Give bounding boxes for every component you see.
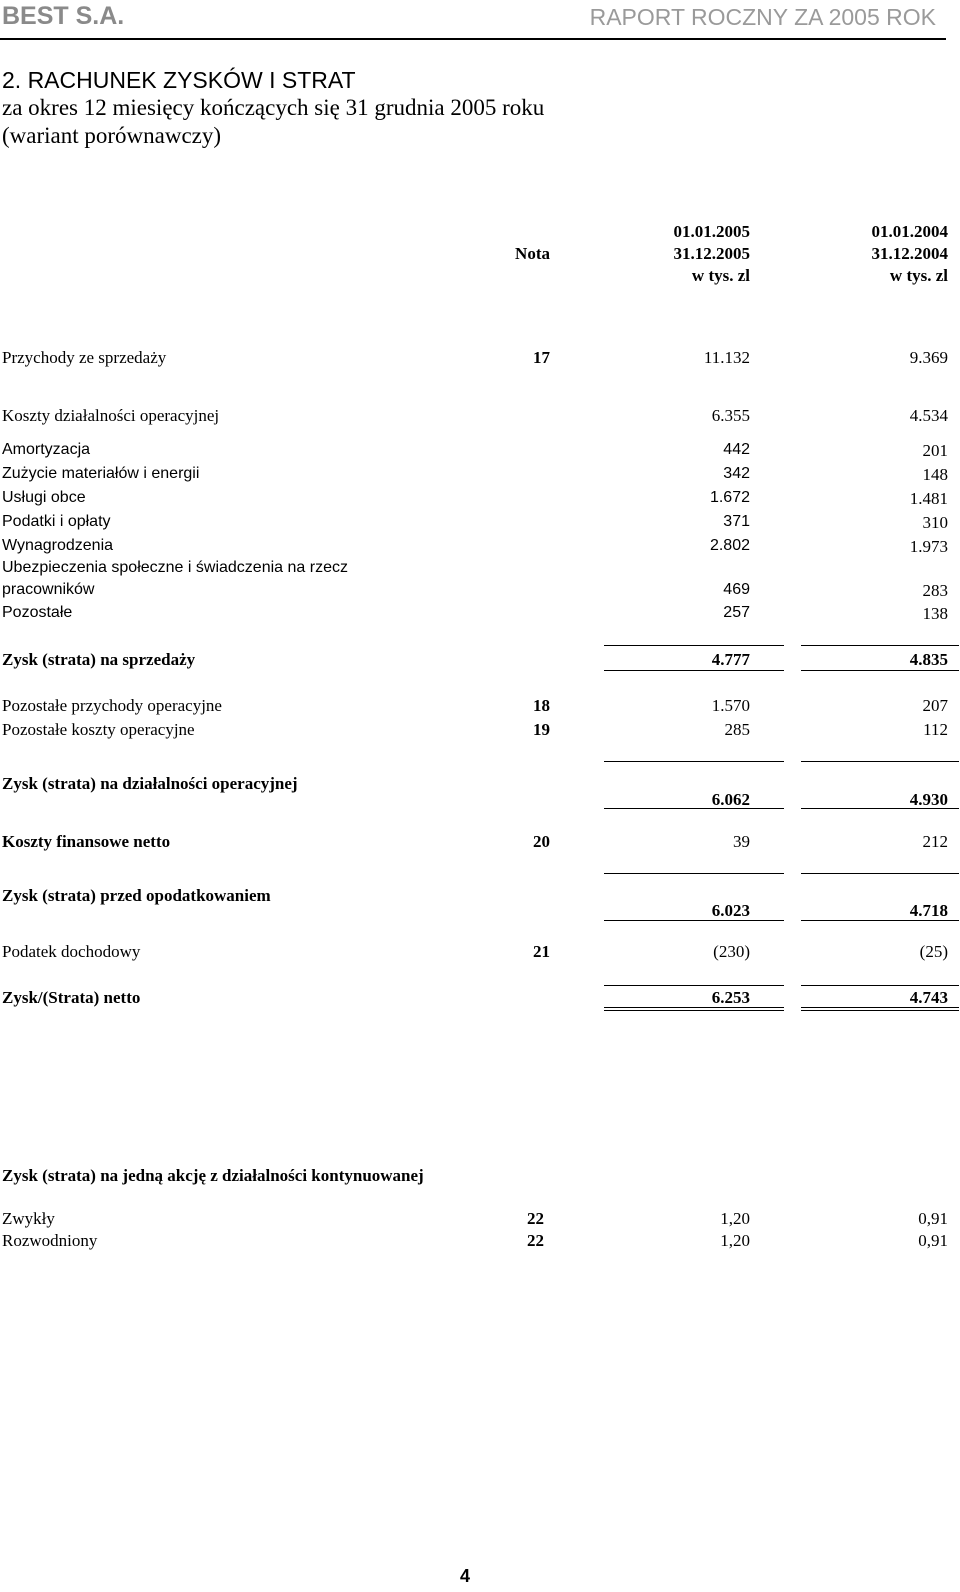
row-poz-koszty-2005: 285 [724,720,750,739]
subtotal-underline-2004 [801,670,959,671]
eps-zwykly-label: Zwykły [2,1209,55,1228]
eps-zwykly-2004: 0,91 [918,1209,948,1228]
row-poz-koszty-label: Pozostałe koszty operacyjne [2,720,195,739]
operating-line-2004 [801,761,959,762]
row-wynagrodzenia-2004: 1.973 [909,537,948,556]
row-wynagrodzenia-2005: 2.802 [709,537,750,554]
col-nota-header: Nota [515,244,550,263]
statement-title-line3: (wariant porównawczy) [2,123,222,148]
col-2004-from: 01.01.2004 [871,222,948,241]
row-zuzycie-label: Zużycie materiałów i energii [2,465,200,482]
row-uslugi-2005: 1.672 [709,489,750,506]
row-podatek-2004: (25) [919,942,948,961]
row-zysk-sprzedazy-label: Zysk (strata) na sprzedaży [2,650,196,669]
row-zysk-netto-2004: 4.743 [909,988,948,1007]
row-poz-przychody-nota: 18 [533,696,550,715]
row-podatki-label: Podatki i opłaty [2,513,111,530]
eps-zwykly-2005: 1,20 [720,1209,750,1228]
subtotal-line-2005 [604,645,784,646]
row-koszty-label: Koszty działalności operacyjnej [2,406,220,425]
row-poz-koszty-nota: 19 [533,720,550,739]
pretax-line-2004 [801,873,959,874]
row-przychody-2004: 9.369 [909,348,948,367]
header-divider [0,38,946,40]
operating-underline-2004 [801,808,959,809]
row-uslugi-label: Usługi obce [2,489,86,506]
row-podatek-nota: 21 [533,942,550,961]
row-koszty-fin-nota: 20 [533,832,550,851]
row-podatek-label: Podatek dochodowy [2,942,141,961]
row-ubezpieczenia-2004: 283 [922,581,948,600]
row-zysk-przed-2004: 4.718 [909,901,948,920]
row-podatki-2004: 310 [922,513,948,532]
net-line-2004 [801,985,959,986]
row-ubezpieczenia-label-1: Ubezpieczenia społeczne i świadczenia na rzecz [2,559,348,576]
row-koszty-fin-2005: 39 [733,832,750,851]
row-koszty-fin-label: Koszty finansowe netto [2,832,171,851]
row-zysk-przed-2005: 6.023 [711,901,750,920]
row-pozostale-2005: 257 [723,604,750,621]
col-2005-unit: w tys. zl [691,266,750,285]
row-koszty-2004: 4.534 [909,406,948,425]
row-pozostale-2004: 138 [922,604,948,623]
statement-title-line2: za okres 12 miesięcy kończących się 31 grudnia 2005 roku [2,95,545,120]
row-przychody-2005: 11.132 [703,348,750,367]
row-zysk-netto-2005: 6.253 [711,988,750,1007]
row-pozostale-label: Pozostałe [2,604,73,621]
eps-heading: Zysk (strata) na jedną akcję z działalności kontynuowanej [2,1166,424,1185]
row-zuzycie-2004: 148 [922,465,948,484]
row-zysk-sprzedazy-2004: 4.835 [909,650,948,669]
operating-underline-2005 [604,808,784,809]
row-uslugi-2004: 1.481 [909,489,948,508]
row-ubezpieczenia-label-2: pracowników [2,581,95,598]
row-zysk-operacyjny-label: Zysk (strata) na działalności operacyjnej [2,774,298,793]
pretax-underline-2005 [604,920,784,921]
statement-title-line1: 2. RACHUNEK ZYSKÓW I STRAT [2,67,356,93]
col-2005-to: 31.12.2005 [673,244,750,263]
net-line-2005 [604,985,784,986]
page-number: 4 [460,1566,471,1586]
pretax-line-2005 [604,873,784,874]
row-podatek-2005: (230) [713,942,750,961]
row-poz-koszty-2004: 112 [923,720,948,739]
net-double-underline-2005 [604,1007,784,1011]
row-zysk-przed-label: Zysk (strata) przed opodatkowaniem [2,886,271,905]
eps-zwykly-nota: 22 [527,1209,544,1228]
col-2005-from: 01.01.2005 [673,222,750,241]
row-zuzycie-2005: 342 [723,465,750,482]
row-zysk-operacyjny-2005: 6.062 [711,790,750,809]
row-poz-przychody-2005: 1.570 [711,696,750,715]
row-ubezpieczenia-2005: 469 [723,581,750,598]
row-poz-przychody-label: Pozostałe przychody operacyjne [2,696,222,715]
row-poz-przychody-2004: 207 [922,696,948,715]
row-amortyzacja-2004: 201 [922,441,948,460]
eps-rozwodniony-label: Rozwodniony [2,1231,98,1250]
row-amortyzacja-2005: 442 [723,441,750,458]
col-2004-to: 31.12.2004 [871,244,948,263]
row-koszty-2005: 6.355 [711,406,750,425]
row-koszty-fin-2004: 212 [922,832,948,851]
row-amortyzacja-label: Amortyzacja [2,441,91,458]
row-zysk-sprzedazy-2005: 4.777 [711,650,750,669]
pretax-underline-2004 [801,920,959,921]
subtotal-underline-2005 [604,670,784,671]
row-zysk-operacyjny-2004: 4.930 [909,790,948,809]
net-double-underline-2004 [801,1007,959,1011]
operating-line-2005 [604,761,784,762]
company-name: BEST S.A. [2,2,125,30]
eps-rozwodniony-2005: 1,20 [720,1231,750,1250]
subtotal-line-2004 [801,645,959,646]
eps-rozwodniony-nota: 22 [527,1231,544,1250]
eps-rozwodniony-2004: 0,91 [918,1231,948,1250]
row-wynagrodzenia-label: Wynagrodzenia [2,537,114,554]
row-zysk-netto-label: Zysk/(Strata) netto [2,988,141,1007]
col-2004-unit: w tys. zl [889,266,948,285]
row-przychody-label: Przychody ze sprzedaży [2,348,167,367]
row-podatki-2005: 371 [723,513,750,530]
report-title: RAPORT ROCZNY ZA 2005 ROK [589,4,936,30]
row-przychody-nota: 17 [533,348,550,367]
statement-title [2,66,544,150]
